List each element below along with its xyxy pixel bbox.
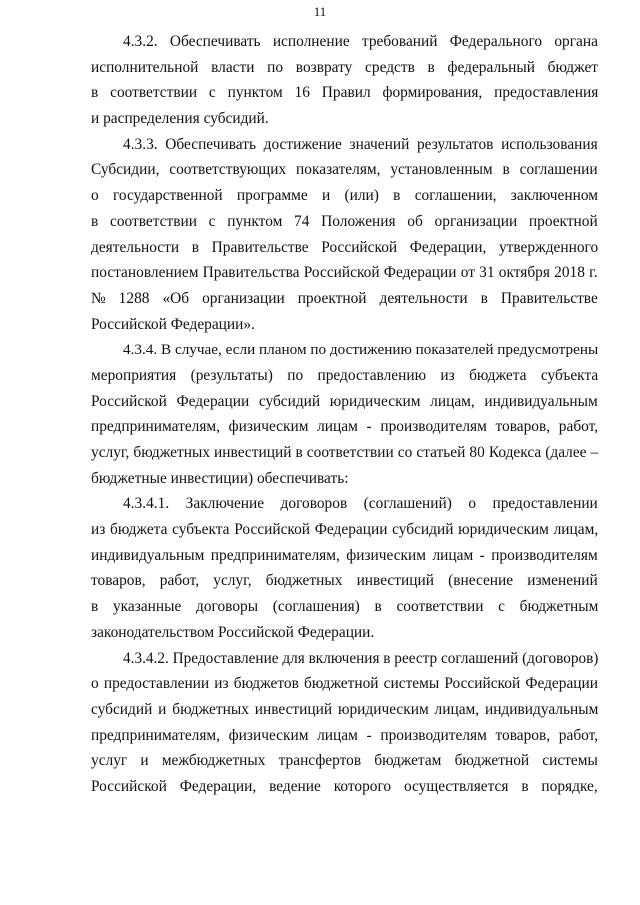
text-line: деятельности в Правительстве Российской Федерации, утвержденного bbox=[91, 238, 599, 256]
text-line: индивидуальным предпринимателям, физическим лицам - производителям bbox=[91, 546, 598, 564]
text-line: Российской Федерации, ведение которого осуществляется в порядке, bbox=[91, 777, 598, 795]
paragraph-4-3-4-2 bbox=[91, 646, 598, 800]
text-line: постановлением Правительства Российской Федерации от 31 октября 2018 г. bbox=[91, 264, 598, 282]
text-line: 4.3.4.1. Заключение договоров (соглашений) о предоставлении bbox=[123, 495, 598, 513]
text-line: Российской Федерации». bbox=[91, 315, 255, 333]
text-line: бюджетные инвестиции) обеспечивать: bbox=[91, 469, 349, 487]
text-line: 4.3.4. В случае, если планом по достижению показателей предусмотрены bbox=[123, 341, 599, 359]
document-body bbox=[91, 29, 598, 800]
text-line: субсидий и бюджетных инвестиций юридическим лицам, индивидуальным bbox=[91, 700, 599, 718]
paragraph-4-3-4 bbox=[91, 337, 598, 491]
text-line: 4.3.2. Обеспечивать исполнение требований Федерального органа bbox=[123, 33, 598, 50]
text-line: и распределения субсидий. bbox=[91, 110, 269, 128]
paragraph-4-3-3 bbox=[91, 132, 598, 338]
text-line: предпринимателям, физическим лицам - производителям товаров, работ, bbox=[91, 726, 599, 744]
text-line: услуг, бюджетных инвестиций в соответствии со статьей 80 Кодекса (далее – bbox=[91, 444, 599, 461]
paragraph-4-3-4-1 bbox=[91, 491, 598, 645]
text-line: 4.3.3. Обеспечивать достижение значений результатов использования bbox=[123, 135, 598, 153]
text-line: № 1288 «Об организации проектной деятельности в Правительстве bbox=[91, 289, 598, 307]
text-line: мероприятия (результаты) по предоставлению из бюджета субъекта bbox=[91, 366, 599, 384]
page-number: 11 bbox=[313, 4, 327, 19]
text-line: о предоставлении из бюджетов бюджетной системы Российской Федерации bbox=[91, 675, 598, 693]
text-line: законодательством Российской Федерации. bbox=[91, 623, 375, 641]
text-line: из бюджета субъекта Российской Федерации субсидий юридическим лицам, bbox=[91, 521, 599, 539]
text-line: исполнительной власти по возврату средств в федеральный бюджет bbox=[91, 58, 599, 76]
text-line: в соответствии с пунктом 16 Правил формирования, предоставления bbox=[91, 84, 599, 102]
text-line: товаров, работ, услуг, бюджетных инвестиций (внесение изменений bbox=[91, 572, 598, 590]
text-line: Российской Федерации субсидий юридическим лицам, индивидуальным bbox=[91, 392, 598, 410]
text-line: 4.3.4.2. Предоставление для включения в реестр соглашений (договоров) bbox=[123, 649, 599, 667]
text-line: услуг и межбюджетных трансфертов бюджетам бюджетной системы bbox=[91, 752, 598, 770]
paragraph-4-3-2 bbox=[91, 29, 598, 132]
text-line: о государственной программе и (или) в соглашении, заключенном bbox=[91, 187, 598, 205]
text-line: предпринимателям, физическим лицам - производителям товаров, работ, bbox=[91, 418, 599, 436]
text-line: в указанные договоры (соглашения) в соответствии с бюджетным bbox=[91, 598, 599, 616]
text-line: Субсидии, соответствующих показателям, установленным в соглашении bbox=[91, 161, 598, 179]
text-line: в соответствии с пунктом 74 Положения об организации проектной bbox=[91, 212, 598, 230]
